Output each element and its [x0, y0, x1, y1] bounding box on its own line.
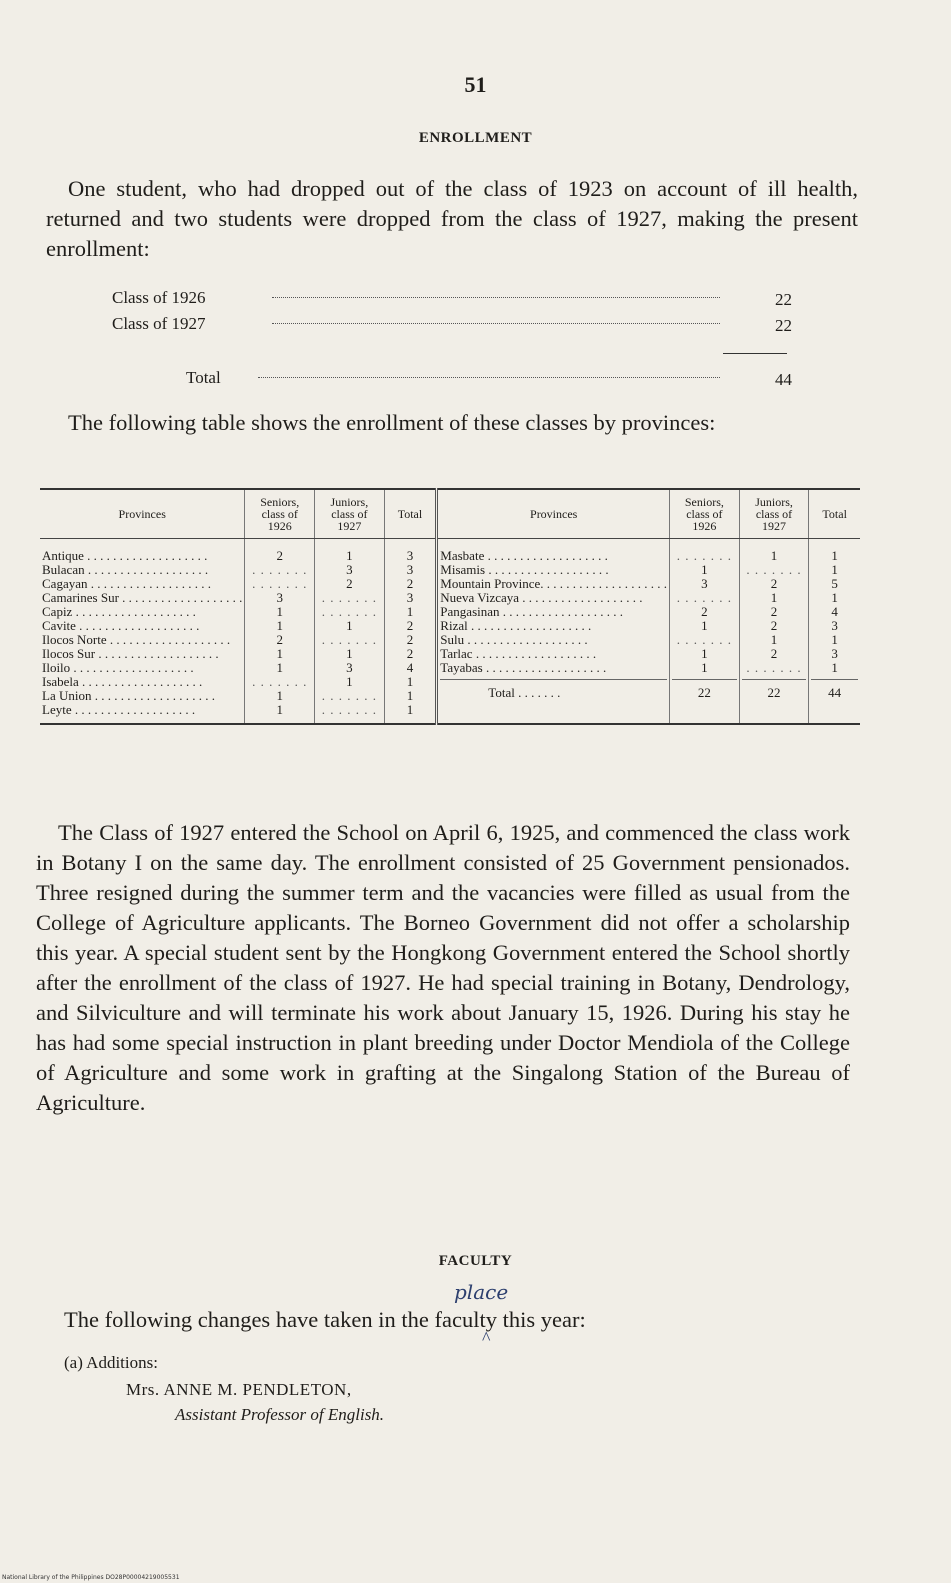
header-juniors-right [739, 489, 809, 539]
total-cell: 3 [831, 619, 838, 633]
seniors-cell: . . . . . . . [676, 633, 732, 647]
province-cell: Cagayan . . . . . . . . . . . . . . . . . . . [42, 577, 211, 591]
left-provinces-column [40, 539, 245, 725]
header-line: Seniors, [684, 495, 724, 509]
library-footer: National Library of the Philippines DO28P00004219005531 [2, 1574, 180, 1581]
province-cell: Ilocos Norte . . . . . . . . . . . . . . . . . . . [42, 633, 231, 647]
leader-dots [258, 377, 720, 378]
table-body-row [40, 539, 860, 725]
faculty-changes-line [64, 1305, 864, 1335]
juniors-cell: 2 [770, 647, 778, 661]
seniors-cell: 1 [276, 661, 283, 675]
summary-row-1926 [112, 288, 792, 312]
juniors-cell: 1 [346, 647, 353, 661]
province-cell: Capiz . . . . . . . . . . . . . . . . . . . [42, 605, 196, 619]
total-cell: 2 [406, 619, 414, 633]
total-cell: 3 [406, 563, 414, 577]
province-cell: Ilocos Sur . . . . . . . . . . . . . . . . . . . [42, 647, 219, 661]
header-line: 1926 [267, 519, 292, 533]
total-value: 44 [775, 370, 792, 389]
left-totals-column [384, 539, 437, 725]
juniors-cell: . . . . . . . [321, 605, 377, 619]
juniors-cell: 3 [346, 563, 353, 577]
total-cell: 4 [406, 661, 414, 675]
total-cell: 4 [831, 605, 838, 619]
total-cell: 2 [406, 647, 414, 661]
juniors-cell: 2 [346, 577, 353, 591]
juniors-cell: 2 [770, 577, 778, 591]
total-cell: 2 [406, 577, 414, 591]
seniors-cell: . . . . . . . [676, 591, 732, 605]
right-seniors-column [670, 539, 740, 725]
faculty-line-before: The following changes have taken [64, 1307, 373, 1332]
province-cell: Antique . . . . . . . . . . . . . . . . . . . [42, 549, 208, 563]
province-cell: Tayabas . . . . . . . . . . . . . . . . . . . [440, 661, 607, 675]
province-cell: Pangasinan . . . . . . . . . . . . . . . . . . . [440, 605, 624, 619]
juniors-cell: 1 [346, 619, 353, 633]
sum-rule [723, 353, 787, 354]
seniors-cell: 2 [276, 633, 283, 647]
juniors-cell: . . . . . . . [321, 703, 377, 717]
province-cell: Leyte . . . . . . . . . . . . . . . . . . . [42, 703, 196, 717]
enrollment-intro: One student, who had dropped out of the class of 1923 on account of ill health, returned and two students were dropped from the class of 1927, making the present enrollment: [46, 176, 858, 261]
juniors-cell: . . . . . . . [321, 591, 377, 605]
header-line: 1927 [337, 519, 362, 533]
summary-label: Class of 1927 [112, 314, 206, 333]
table-header-row [40, 489, 860, 539]
total-label: Total [186, 368, 221, 387]
seniors-cell: 2 [701, 605, 708, 619]
juniors-cell: . . . . . . . [321, 689, 377, 703]
seniors-cell: . . . . . . . [252, 577, 308, 591]
header-line: 1927 [762, 519, 787, 533]
seniors-cell: 1 [701, 563, 708, 577]
left-seniors-column [245, 539, 315, 725]
total-cell: 1 [406, 605, 414, 619]
person-name: Mrs. ANNE M. PENDLETON, [126, 1380, 352, 1399]
juniors-cell: 1 [346, 675, 353, 689]
total-cell: 2 [406, 633, 414, 647]
juniors-cell: 1 [770, 591, 778, 605]
header-seniors-right [670, 489, 740, 539]
province-cell: Masbate . . . . . . . . . . . . . . . . . . . [440, 549, 608, 563]
table-total-all: 44 [828, 686, 842, 700]
seniors-cell: . . . . . . . [676, 549, 732, 563]
header-line: class of [755, 507, 793, 521]
summary-row-1927 [112, 314, 792, 338]
table-total-juniors: 22 [767, 686, 781, 700]
header-provinces-left: Provinces [40, 489, 245, 539]
spacer [811, 679, 858, 686]
spacer [440, 679, 667, 686]
enrollment-table [40, 488, 860, 725]
summary-label: Class of 1926 [112, 288, 206, 307]
total-cell: 1 [406, 675, 414, 689]
total-cell: 3 [831, 647, 838, 661]
total-cell: 3 [406, 549, 414, 563]
province-cell: Rizal . . . . . . . . . . . . . . . . . . . [440, 619, 592, 633]
leader-dots [272, 297, 720, 298]
header-line: 1926 [692, 519, 717, 533]
province-cell: Misamis . . . . . . . . . . . . . . . . . . . [440, 563, 609, 577]
province-cell: Cavite . . . . . . . . . . . . . . . . . . . [42, 619, 200, 633]
province-cell: Mountain Province. . . . . . . . . . . . . . . . . . . . [440, 577, 668, 591]
total-cell: 1 [831, 563, 838, 577]
header-total-right: Total [809, 489, 860, 539]
enrollment-heading: ENROLLMENT [418, 130, 533, 146]
total-cell: 1 [831, 661, 838, 675]
header-juniors-left [315, 489, 385, 539]
seniors-cell: . . . . . . . [252, 563, 308, 577]
seniors-cell: . . . . . . . [252, 675, 308, 689]
header-line: class of [331, 507, 368, 521]
province-cell: La Union . . . . . . . . . . . . . . . . . . . [42, 689, 215, 703]
right-totals-column [809, 539, 860, 725]
juniors-cell: 2 [770, 605, 778, 619]
total-cell: 3 [406, 591, 414, 605]
leader-dots [272, 323, 720, 324]
juniors-cell: 3 [346, 661, 353, 675]
table-intro: The following table shows the enrollment of these classes by provinces: [68, 410, 716, 435]
seniors-cell: 3 [276, 591, 283, 605]
province-cell: Tarlac . . . . . . . . . . . . . . . . . . . [440, 647, 597, 661]
seniors-cell: 1 [276, 647, 283, 661]
summary-value: 22 [775, 316, 792, 335]
right-juniors-column [739, 539, 809, 725]
seniors-cell: 1 [701, 619, 708, 633]
province-cell: Sulu . . . . . . . . . . . . . . . . . . . [440, 633, 588, 647]
summary-total-row [112, 368, 792, 392]
seniors-cell: 3 [701, 577, 708, 591]
juniors-cell: . . . . . . . [321, 633, 377, 647]
table-total-seniors: 22 [697, 686, 711, 700]
person-title: Assistant Professor of English. [175, 1405, 385, 1424]
seniors-cell: 1 [276, 605, 283, 619]
table-total-label: Total . . . . . . . [488, 686, 561, 700]
province-cell: Isabela . . . . . . . . . . . . . . . . . . . [42, 675, 203, 689]
juniors-cell: . . . . . . . [746, 563, 802, 577]
header-provinces-right: Provinces [437, 489, 670, 539]
province-cell: Bulacan . . . . . . . . . . . . . . . . . . . [42, 563, 209, 577]
faculty-heading: FACULTY [438, 1253, 513, 1269]
juniors-cell: . . . . . . . [746, 661, 802, 675]
total-cell: 1 [831, 549, 838, 563]
page-number: 51 [464, 72, 487, 97]
handwritten-insert: place [454, 1280, 509, 1304]
seniors-cell: 2 [276, 549, 283, 563]
province-cell: Iloilo . . . . . . . . . . . . . . . . . . . [42, 661, 194, 675]
seniors-cell: 1 [276, 689, 283, 703]
header-seniors-left [245, 489, 315, 539]
total-cell: 1 [406, 703, 414, 717]
total-cell: 1 [831, 633, 838, 647]
additions-label: (a) Additions: [64, 1353, 158, 1372]
left-juniors-column [315, 539, 385, 725]
summary-value: 22 [775, 290, 792, 309]
juniors-cell: 2 [770, 619, 778, 633]
header-line: class of [261, 507, 298, 521]
total-cell: 1 [406, 689, 414, 703]
province-cell: Nueva Vizcaya . . . . . . . . . . . . . . . . . . . [440, 591, 643, 605]
province-cell: Camarines Sur . . . . . . . . . . . . . . . . . . . [42, 591, 243, 605]
spacer [672, 679, 737, 686]
header-line: class of [686, 507, 723, 521]
seniors-cell: 1 [276, 619, 283, 633]
total-cell: 5 [831, 577, 838, 591]
total-cell: 1 [831, 591, 838, 605]
juniors-cell: 1 [346, 549, 353, 563]
seniors-cell: 1 [701, 661, 708, 675]
header-line: Juniors, [330, 495, 369, 509]
juniors-cell: 1 [770, 633, 778, 647]
right-provinces-column [437, 539, 670, 725]
class-paragraph: The Class of 1927 entered the School on April 6, 1925, and commenced the class work in Botany I on the same day. The enrollment consisted of 25 Government pensionados. Three resigned during the summer term and the vacancies were filled as usual from the College of Agriculture applicants. The Borneo Government did not offer a scholarship this year. A special student sent by the Hongkong Government entered the School shortly after the enrollment of the class of 1927. He had special training in Botany, Dendrology, and Silviculture and will terminate his work about January 15, 1926. During his stay he has had some special instruction in plant breeding under Doctor Mendiola of the College of Agriculture and some work in grafting at the Singalong Station of the Bureau of Agriculture. [36, 820, 850, 1115]
seniors-cell: 1 [701, 647, 708, 661]
header-total-left: Total [384, 489, 437, 539]
insertion-caret: ^ [482, 1328, 491, 1348]
header-line: Seniors, [260, 495, 300, 509]
spacer [742, 679, 807, 686]
faculty-line-after: in the faculty this year: [378, 1307, 586, 1332]
juniors-cell: 1 [770, 549, 778, 563]
header-line: Juniors, [755, 495, 793, 509]
seniors-cell: 1 [276, 703, 283, 717]
